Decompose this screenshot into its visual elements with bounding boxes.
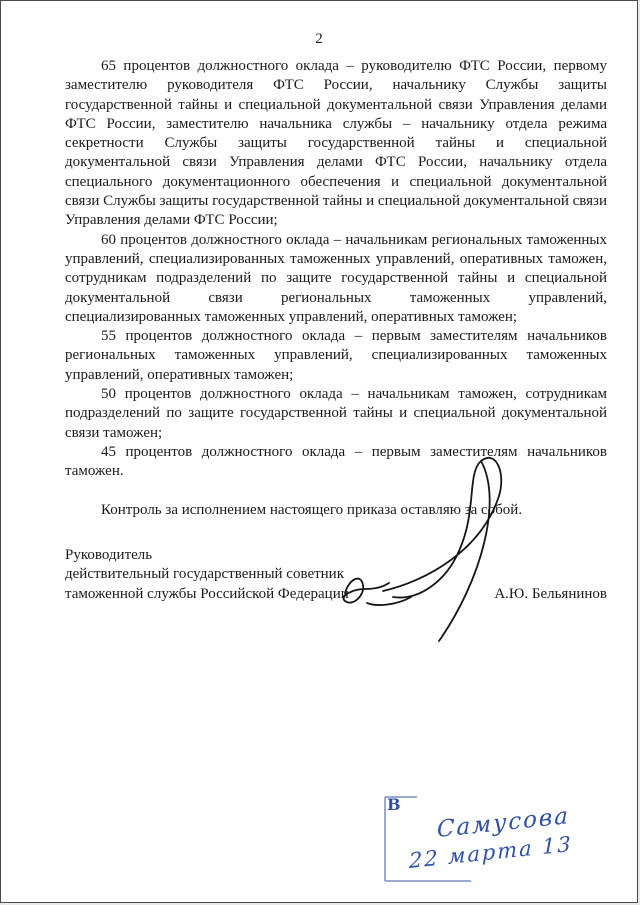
handwritten-name: Самусова [437, 802, 570, 844]
page-number: 2 [315, 31, 323, 47]
signatory-position-line-3: таможенной службы Российской Федерации [65, 585, 349, 602]
paragraph-control: Контроль за исполнением настоящего приказа оставляю за собой. [101, 501, 523, 518]
signatory-position-line-2: действительный государственный советник [65, 566, 345, 583]
signatory-position-line-1: Руководитель [65, 547, 153, 563]
paragraph-65-percent: 65 процентов должностного оклада – руководителю ФТС России, первому заместителю руководителя ФТС России, начальнику Службы защиты государственной тайны и специальной документальной связи Управления делами ФТС России, заместителю начальника службы – начальнику отдела режима секретности Службы защиты государственной тайны и специальной документальной связи Управления делами ФТС России, начальнику отдела специального документационного обеспечения и специальной документальной связи Службы защиты государственной тайны и специальной документальной связи Управления делами ФТС России; [65, 58, 607, 229]
paragraph-45-percent: 45 процентов должностного оклада – первым заместителям начальников таможен. [65, 443, 607, 480]
stamp-letter: В [387, 795, 401, 814]
signature-block [65, 546, 607, 604]
handwritten-note [379, 789, 609, 894]
handwritten-date: 22 марта 13 [409, 831, 573, 874]
paragraph-50-percent: 50 процентов должностного оклада – начальникам таможен, сотрудникам подразделений по защите государственной тайны и специальной документальной связи таможен; [65, 386, 607, 441]
document-body [65, 57, 607, 520]
paragraph-60-percent: 60 процентов должностного оклада – начальникам региональных таможенных управлений, специализированных таможенных управлений, оперативных таможен, сотрудникам подразделений по защите государственной тайны и специальной документальной связи региональных таможенных управлений, специализированных таможенных управлений, оперативных таможен; [65, 231, 607, 325]
paragraph-55-percent: 55 процентов должностного оклада – первым заместителям начальников региональных таможенных управлений, специализированных таможенных управлений, оперативных таможен; [65, 328, 607, 383]
signatory-name: А.Ю. Бельянинов [494, 585, 607, 602]
